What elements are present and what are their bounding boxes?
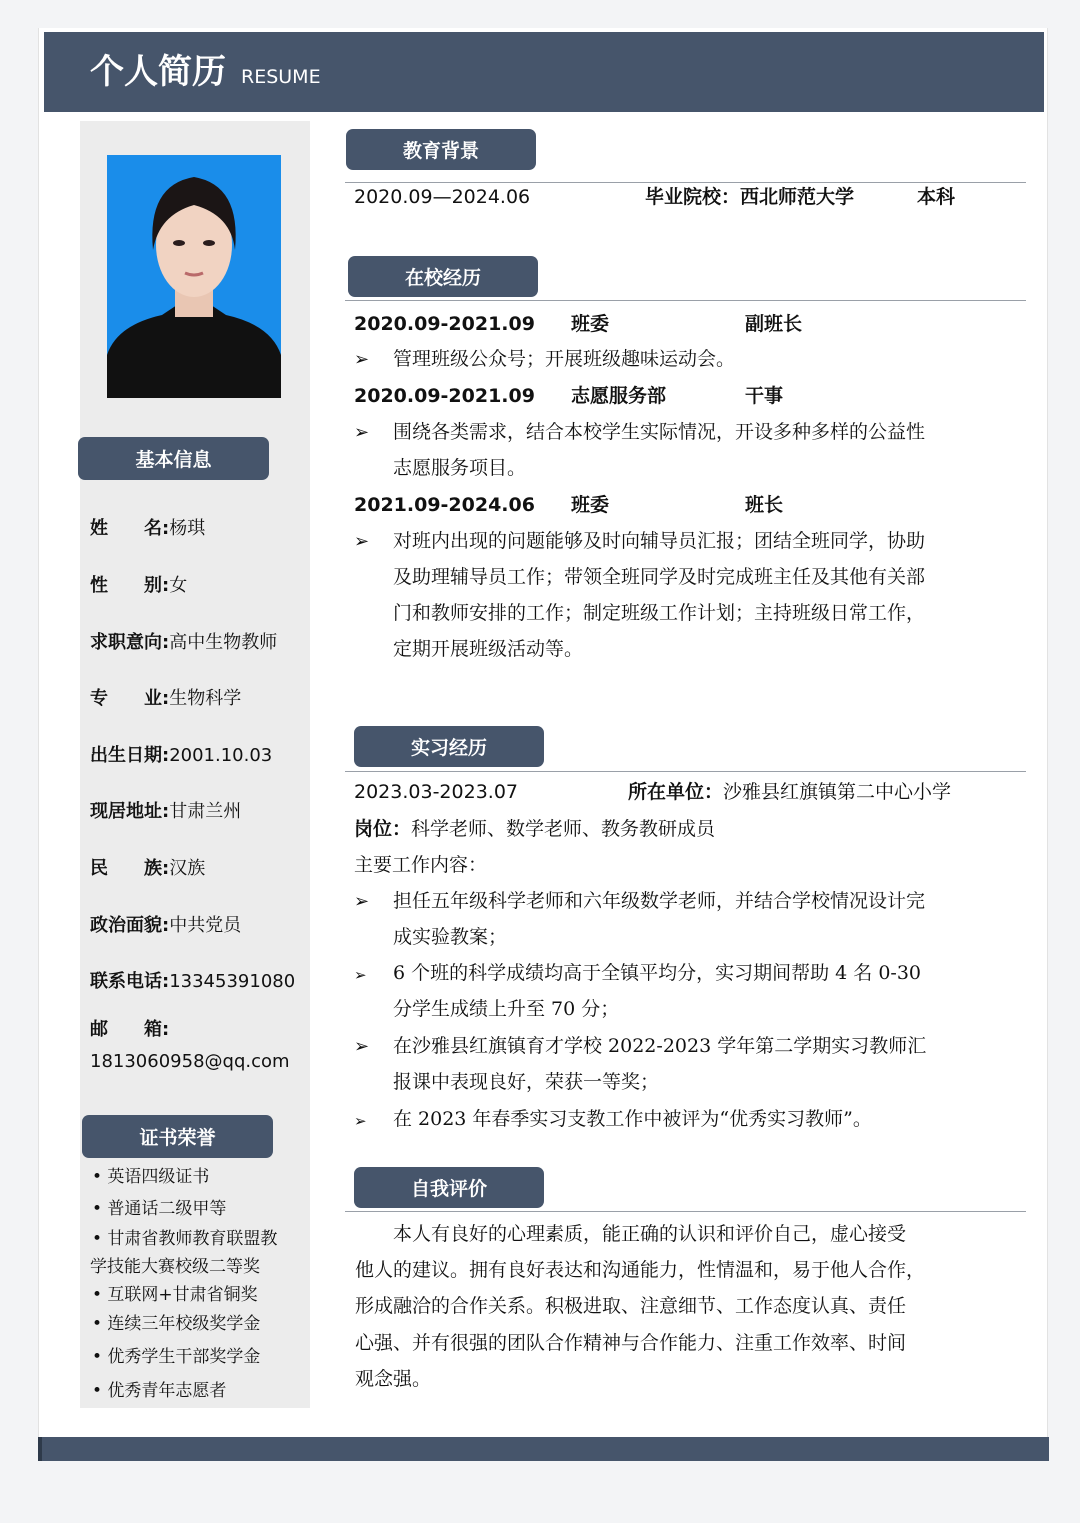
info-gender: 性 别:女 [90,575,188,596]
info-email-label: 邮 箱: [90,1019,170,1040]
bullet-arrow-icon: ➢ [354,531,370,552]
internship-bullet: 担任五年级科学老师和六年级数学老师，并结合学校情况设计完 [393,890,926,912]
info-ethnic: 民 族:汉族 [90,858,206,879]
info-major: 专 业:生物科学 [90,688,242,709]
self-eval-heading: 自我评价 [354,1167,544,1208]
internship-period: 2023.03-2023.07 [354,781,518,803]
campus-role: 干事 [745,385,784,407]
campus-org: 班委 [571,313,610,335]
self-eval-line: 本人有良好的心理素质，能正确的认识和评价自己，虚心接受 [355,1223,907,1245]
honor-item: • 英语四级证书 [92,1167,210,1187]
education-degree: 本科 [917,186,956,208]
education-divider [345,182,1026,183]
internship-unit: 所在单位：沙雅县红旗镇第二中心小学 [628,781,952,803]
self-eval-line: 他人的建议。拥有良好表达和沟通能力，性情温和，易于他人合作， [355,1259,926,1281]
honor-item: • 互联网+甘肃省铜奖 [92,1285,258,1305]
honor-item: • 普通话二级甲等 [92,1199,227,1219]
page-title: 个人简历 [90,52,226,92]
self-eval-line: 形成融洽的合作关系。积极进取、注意细节、工作态度认真、责任 [355,1295,907,1317]
bullet-arrow-icon: ➢ [354,891,370,912]
bullet-arrow-icon: ➢ [354,1112,367,1130]
honor-item: • 连续三年校级奖学金 [92,1314,261,1334]
internship-bullet: 在 2023 年春季实习支教工作中被评为“优秀实习教师”。 [393,1108,872,1130]
campus-heading: 在校经历 [348,256,538,297]
campus-desc: 管理班级公众号；开展班级趣味运动会。 [393,348,736,370]
honor-item: • 优秀青年志愿者 [92,1381,227,1401]
footer-bar [38,1437,1049,1461]
internship-divider [345,771,1026,772]
campus-period: 2020.09-2021.09 [354,385,535,407]
internship-heading: 实习经历 [354,726,544,767]
campus-desc: 门和教师安排的工作；制定班级工作计划；主持班级日常工作， [393,602,926,624]
internship-bullet: 报课中表现良好，荣获一等奖； [393,1071,660,1093]
internship-content-label: 主要工作内容： [354,854,488,876]
education-school: 毕业院校：西北师范大学 [645,186,855,208]
education-period: 2020.09—2024.06 [354,186,531,208]
honor-item: 学技能大赛校级二等奖 [90,1257,260,1277]
honor-item: • 优秀学生干部奖学金 [92,1347,261,1367]
internship-bullet: 在沙雅县红旗镇育才学校 2022-2023 学年第二学期实习教师汇 [393,1035,927,1057]
internship-post: 岗位：科学老师、数学老师、教务教研成员 [354,818,716,840]
campus-desc: 定期开展班级活动等。 [393,638,584,660]
info-name: 姓 名:杨琪 [90,518,206,539]
campus-period: 2020.09-2021.09 [354,313,535,335]
info-birth: 出生日期:2001.10.03 [90,745,273,766]
internship-bullet: 成实验教案； [393,926,508,948]
info-address: 现居地址:甘肃兰州 [90,801,242,822]
education-heading: 教育背景 [346,129,536,170]
campus-divider [345,300,1026,301]
self-eval-line: 观念强。 [355,1368,432,1390]
campus-desc: 及助理辅导员工作；带领全班同学及时完成班主任及其他有关部 [393,566,926,588]
info-phone: 联系电话:13345391080 [90,971,296,992]
campus-org: 志愿服务部 [571,385,667,407]
self-eval-divider [345,1211,1026,1212]
info-intent: 求职意向:高中生物教师 [90,632,278,653]
honor-item: • 甘肃省教师教育联盟教 [92,1229,278,1249]
info-email: 1813060958@qq.com [90,1051,290,1072]
internship-bullet: 6 个班的科学成绩均高于全镇平均分，实习期间帮助 4 名 0-30 [393,962,922,984]
campus-org: 班委 [571,494,610,516]
internship-bullet: 分学生成绩上升至 70 分； [393,998,620,1020]
bullet-arrow-icon: ➢ [354,966,367,984]
info-political: 政治面貌:中共党员 [90,915,242,936]
bullet-arrow-icon: ➢ [354,349,370,370]
basic-info-heading: 基本信息 [78,437,269,480]
campus-desc: 对班内出现的问题能够及时向辅导员汇报；团结全班同学，协助 [393,530,926,552]
campus-desc: 围绕各类需求，结合本校学生实际情况，开设多种多样的公益性 [393,421,926,443]
page-subtitle: RESUME [241,66,321,88]
bullet-arrow-icon: ➢ [354,422,370,443]
campus-desc: 志愿服务项目。 [393,457,527,479]
campus-role: 副班长 [745,313,803,335]
campus-period: 2021.09-2024.06 [354,494,535,516]
bullet-arrow-icon: ➢ [354,1036,370,1057]
self-eval-line: 心强、并有很强的团队合作精神与合作能力、注重工作效率、时间 [355,1332,907,1354]
campus-role: 班长 [745,494,784,516]
honors-heading: 证书荣誉 [82,1115,273,1158]
profile-photo [107,155,281,398]
